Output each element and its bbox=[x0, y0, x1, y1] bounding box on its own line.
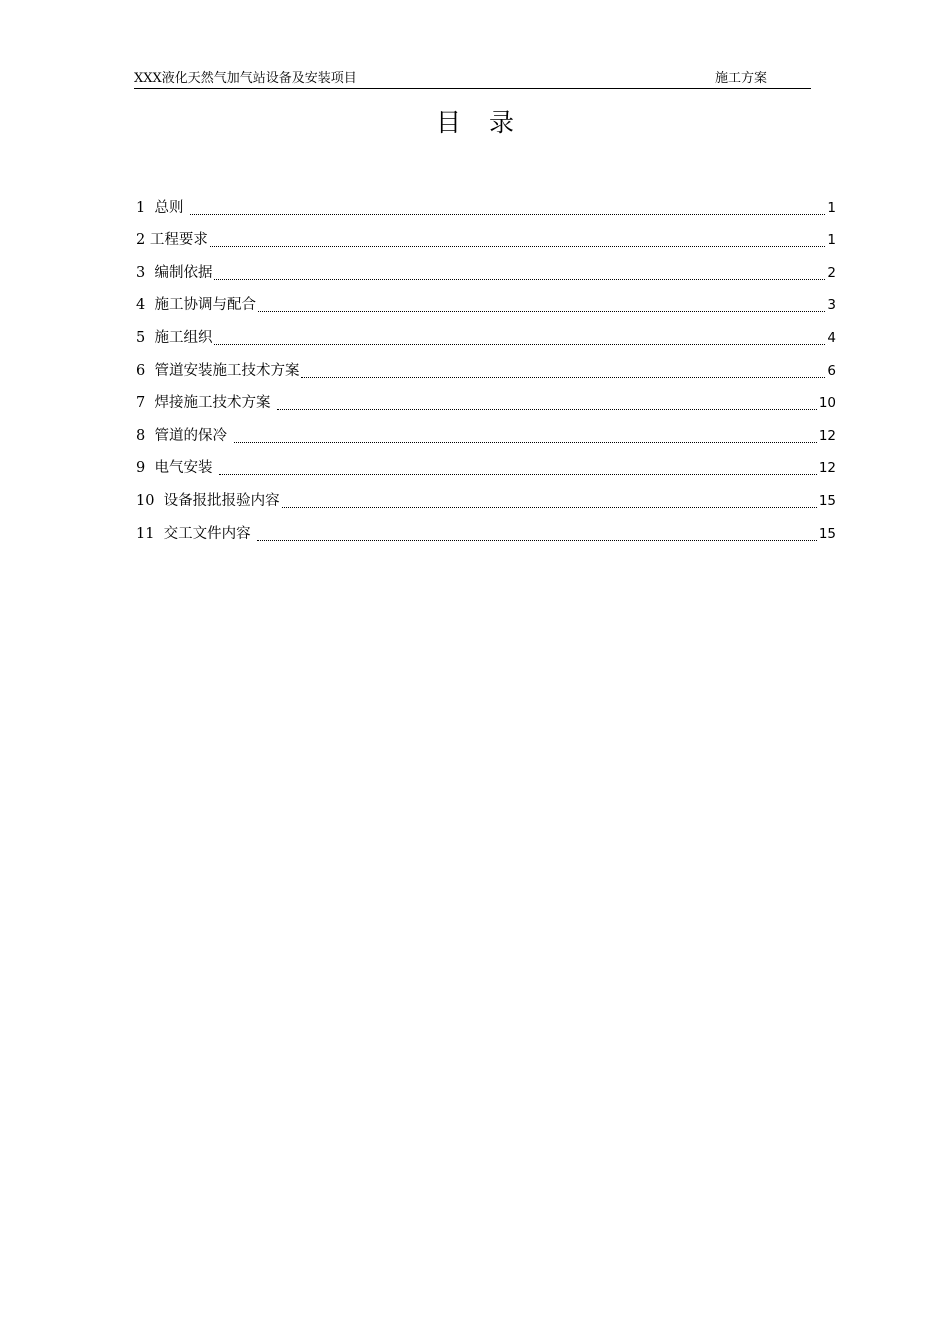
toc-leader-dots bbox=[301, 377, 825, 378]
page-header bbox=[134, 70, 811, 89]
toc-leader-dots bbox=[258, 311, 825, 312]
toc-leader-dots bbox=[257, 540, 817, 541]
toc-entry-label: 7 焊接施工技术方案 bbox=[136, 395, 276, 412]
toc-title: 目录 bbox=[435, 108, 542, 137]
toc-entry[interactable] bbox=[136, 223, 836, 256]
toc-entry-label: 8 管道的保冷 bbox=[136, 427, 232, 444]
toc-entry-page: 1 bbox=[827, 199, 836, 216]
toc-entry[interactable] bbox=[136, 255, 836, 288]
toc-entry[interactable] bbox=[136, 516, 836, 549]
toc-entry-label: 1 总则 bbox=[136, 199, 189, 216]
toc-entry-page: 3 bbox=[827, 297, 836, 314]
toc-entry-label: 5 施工组织 bbox=[136, 329, 213, 346]
toc-entry-label: 3 编制依据 bbox=[136, 264, 213, 281]
toc-entry-page: 12 bbox=[818, 427, 836, 444]
toc-entry-page: 15 bbox=[818, 525, 836, 542]
table-of-contents bbox=[136, 190, 836, 549]
toc-leader-dots bbox=[214, 344, 825, 345]
toc-leader-dots bbox=[210, 246, 826, 247]
toc-entry-page: 10 bbox=[818, 395, 836, 412]
toc-entry-page: 1 bbox=[827, 232, 836, 249]
toc-entry[interactable] bbox=[136, 288, 836, 321]
toc-leader-dots bbox=[234, 442, 817, 443]
toc-entry-page: 4 bbox=[827, 329, 836, 346]
toc-leader-dots bbox=[282, 507, 817, 508]
toc-entry-label: 2 工程要求 bbox=[136, 232, 208, 249]
toc-entry-label: 4 施工协调与配合 bbox=[136, 297, 256, 314]
toc-entry[interactable] bbox=[136, 386, 836, 419]
toc-entry-page: 15 bbox=[818, 492, 836, 509]
toc-entry-page: 6 bbox=[827, 362, 836, 379]
toc-leader-dots bbox=[214, 279, 825, 280]
toc-entry[interactable] bbox=[136, 418, 836, 451]
header-document-type: 施工方案 bbox=[715, 71, 768, 86]
toc-entry-label: 9 电气安装 bbox=[136, 460, 218, 477]
toc-entry[interactable] bbox=[136, 190, 836, 223]
toc-leader-dots bbox=[277, 409, 817, 410]
toc-entry[interactable] bbox=[136, 320, 836, 353]
toc-leader-dots bbox=[219, 474, 817, 475]
toc-entry[interactable] bbox=[136, 353, 836, 386]
toc-leader-dots bbox=[190, 214, 825, 215]
toc-entry[interactable] bbox=[136, 483, 836, 516]
toc-entry-label: 6 管道安装施工技术方案 bbox=[136, 362, 300, 379]
header-project-title: XXX液化天然气加气站设备及安装项目 bbox=[134, 71, 357, 86]
toc-entry[interactable] bbox=[136, 451, 836, 484]
toc-entry-page: 12 bbox=[818, 460, 836, 477]
toc-entry-label: 11 交工文件内容 bbox=[136, 525, 256, 542]
toc-entry-page: 2 bbox=[827, 264, 836, 281]
toc-entry-label: 10 设备报批报验内容 bbox=[136, 492, 280, 509]
